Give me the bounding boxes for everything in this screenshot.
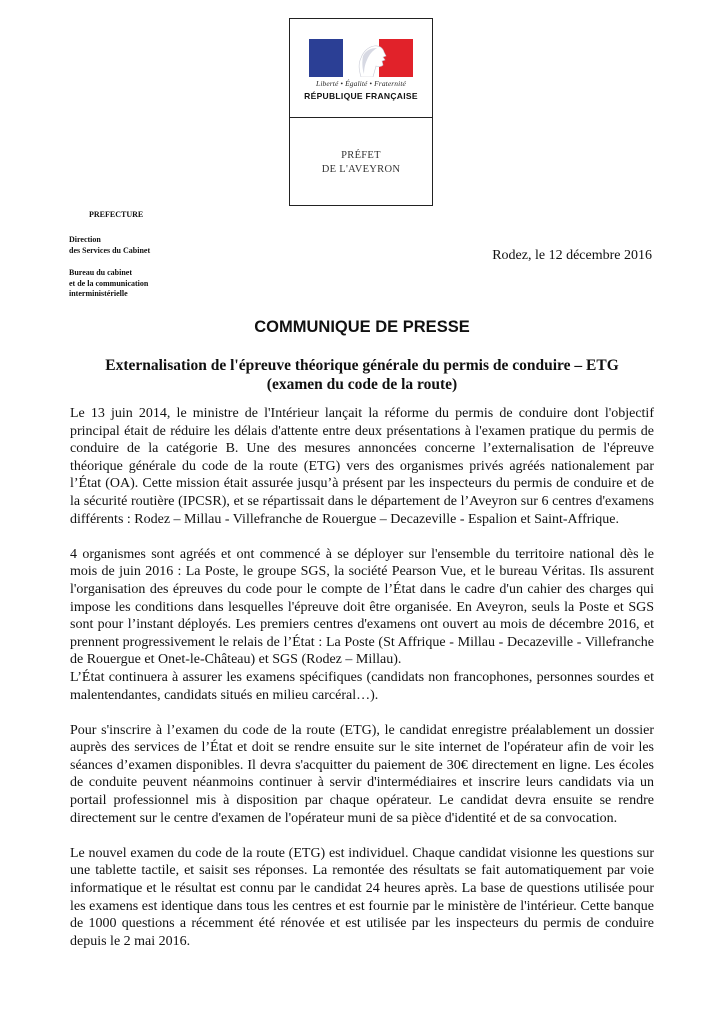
sidebar-direction bbox=[69, 235, 150, 256]
bureau-line-3: interministérielle bbox=[69, 289, 128, 298]
dateline: Rodez, le 12 décembre 2016 bbox=[492, 248, 652, 263]
paragraph-4: Pour s'inscrire à l’examen du code de la route (ETG), le candidat enregistre préalablement un dossier auprès des services de l’État et doit se rendre ensuite sur le site internet de l'opérateur afin de voir les séances d’examen disponibles. Il devra s'acquitter du paiement de 30€ directement en ligne. Les écoles de conduite peuvent néanmoins continuer à servir d'intermédiaires et inscrire leurs candidats via un portail professionnel mis à disposition par chaque opérateur. Le candidat devra ensuite se rendre directement sur le centre d'examen de l'opérateur muni de sa pièce d'identité et de sa convocation. bbox=[70, 722, 654, 826]
sidebar-prefecture: PREFECTURE bbox=[89, 210, 144, 219]
direction-line-2: des Services du Cabinet bbox=[69, 245, 151, 255]
marianne-logo bbox=[290, 19, 432, 118]
press-release-title: COMMUNIQUE DE PRESSE bbox=[254, 318, 470, 336]
prefet-label bbox=[290, 149, 432, 177]
bureau-line-1: Bureau du cabinet bbox=[69, 268, 132, 277]
headline-line-1: Externalisation de l'épreuve théorique générale du permis de conduire – ETG bbox=[105, 357, 619, 374]
paragraph-3: L’État continuera à assurer les examens spécifiques (candidats non francophones, personnes sourdes et malentendantes, candidats situés en milieu carcéral…). bbox=[70, 669, 654, 703]
marianne-profile-icon bbox=[355, 42, 389, 77]
motto-text: Liberté • Égalité • Fraternité bbox=[316, 79, 406, 88]
headline bbox=[70, 356, 654, 394]
body-text bbox=[70, 405, 654, 968]
sidebar-bureau bbox=[69, 268, 148, 300]
direction-line-1: Direction bbox=[69, 235, 101, 244]
prefet-line-2: DE L'AVEYRON bbox=[321, 164, 401, 175]
tricolor-flag bbox=[309, 39, 413, 77]
republic-francaise-text: RÉPUBLIQUE FRANÇAISE bbox=[304, 91, 418, 101]
paragraph-1: Le 13 juin 2014, le ministre de l'Intérieur lançait la réforme du permis de conduire dont l'objectif principal était de réduire les délais d'attente entre deux présentations à l'examen pratique du permis de conduire de la catégorie B. Une des mesures annoncées concerne l’externalisation de l'épreuve théorique générale du code de la route (ETG) vers des organismes privés agréés nationalement par l’État (OA). Cette mission était assurée jusqu’à présent par les inspecteurs du permis de conduire et de la sécurité routière (IPCSR), et se répartissait dans le département de l’Aveyron sur 6 centres d'examens différents : Rodez – Millau - Villefranche de Rouergue – Decazeville - Espalion et Saint-Affrique. bbox=[70, 406, 654, 527]
prefecture-logo-block bbox=[289, 18, 433, 206]
prefet-line-1: PRÉFET bbox=[341, 150, 381, 161]
paragraph-5: Le nouvel examen du code de la route (ETG) est individuel. Chaque candidat visionne les questions sur une tablette tactile, et saisit ses réponses. La remontée des résultats se fait automatiquement par voie informatique et le résultat est connu par le candidat 24 heures après. La base de questions utilisée pour les examens est identique dans tous les centres et est fournie par le ministère de l'intérieur. Cette banque de 1000 questions a récemment été rénovée et est utilisée par les inspecteurs du permis de conduire depuis le 2 mai 2016. bbox=[70, 845, 654, 949]
bureau-line-2: et de la communication bbox=[69, 278, 149, 288]
paragraph-2: 4 organismes sont agréés et ont commencé à se déployer sur l'ensemble du territoire national dès le mois de juin 2016 : La Poste, le groupe SGS, la société Pearson Vue, et le bureau Véritas. Ils assurent l'organisation des épreuves du code pour le compte de l’État dans le cadre d'un cahier des charges qui impose les conditions dans lesquelles l'épreuve doit être organisée. En Aveyron, seuls la Poste et SGS sont pour l’instant déployés. Les premiers centres d'examens ont ouvert au mois de décembre 2016, et prennent progressivement le relais de l’État : La Poste (St Affrique - Millau - Decazeville - Villefranche de Rouergue et Onet-le-Château) et SGS (Rodez – Millau). bbox=[70, 546, 654, 668]
headline-line-2: (examen du code de la route) bbox=[266, 376, 458, 393]
